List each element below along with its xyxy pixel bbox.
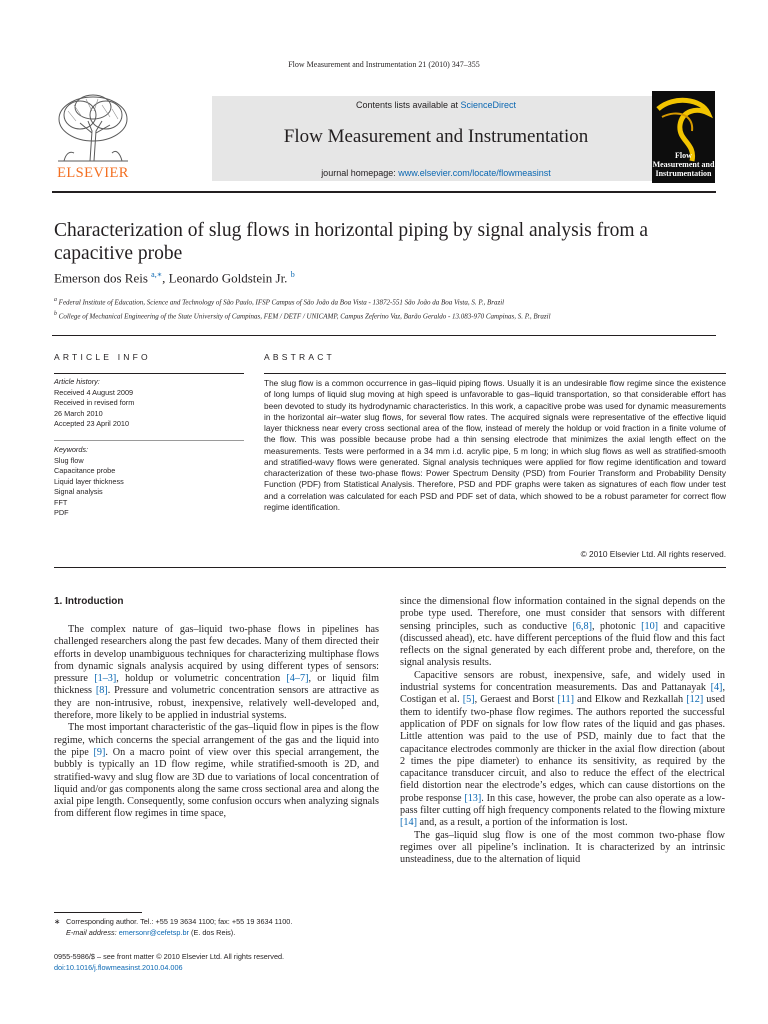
citation-link[interactable]: [6,8] (572, 620, 592, 632)
article-title: Characterization of slug flows in horizontal piping by signal analysis from a capacitive probe (54, 220, 649, 264)
affiliation-mark: a (54, 297, 57, 303)
journal-banner (52, 91, 716, 186)
cover-title: Flow Measurement and Instrumentation (652, 151, 715, 178)
keyword: Capacitance probe (54, 466, 116, 475)
affiliation-mark: b (54, 311, 57, 317)
text-run: Capacitive sensors are robust, inexpensive, safe, and widely used in industrial systems for concentration measurements. Das and Pattanayak (400, 669, 725, 694)
affiliation-text: Federal Institute of Education, Science and Technology of São Paulo, IFSP Campus of São João da Boa Vista - 13872-551 São João da Boa Vista, S. P., Brazil (58, 298, 505, 307)
text-run: , photonic (591, 620, 642, 632)
section-heading: 1. Introduction (54, 596, 124, 607)
text-run: , or liquid film thickness (54, 673, 379, 697)
footnote-rule (54, 912, 142, 913)
text-run: and capacitive (discussed ahead), etc. have different perceptions of the fluid flow and this fact reflects on the signal generated by each different probe and, therefore, on the signal analysis results. (400, 620, 725, 669)
text-run: The gas–liquid slug flow is one of the most common two-phase flow regimes over all pipeline’s inclination. It is characterized by an intrinsic unsteadiness, due to the alternation of liquid (400, 829, 725, 866)
citation-link[interactable]: [12] (686, 694, 704, 706)
citation-link[interactable]: [10] (641, 620, 659, 632)
front-matter-text: 0955-5986/$ – see front matter © 2010 Elsevier Ltd. All rights reserved. (54, 952, 285, 961)
text-run: used them to identify two-phase flow regimes. The authors reported the successful application of PDF on signals for low flow rates of the liquid and gas phases. Little attention was paid to the use of PSD, mainly due to fact that the capacitance electrodes commonly are thicker in the axial flow direction (about 2 times the pipe diameter) to enhance its sensitivity, as required by the capacitance transducer circuit, and also to reduce the effect of the electrical field distortion near the electrode’s edges, which can cause distortions on the probe response (400, 694, 725, 804)
keyword: Slug flow (54, 455, 84, 465)
text-run: , Geraest and Borst (474, 694, 558, 706)
citation-link[interactable]: [11] (557, 694, 575, 706)
body-column-right (400, 596, 725, 867)
paragraph (54, 722, 379, 820)
author-name: Emerson dos Reis (54, 270, 148, 286)
citation-link[interactable]: [14] (400, 817, 417, 829)
citation-link[interactable]: [4] (710, 682, 723, 694)
affiliation (54, 311, 551, 320)
citation-link[interactable]: [5] (462, 694, 475, 706)
text-run: . In this case, however, the probe can also operate as a low-pass filter cutting off high frequency components related to the flowing mixture (400, 792, 725, 817)
corresponding-author-text: Corresponding author. Tel.: +55 19 3634 1100; fax: +55 19 3634 1100. (66, 917, 293, 926)
keywords-rule (54, 440, 244, 441)
keyword: Signal analysis (54, 487, 103, 496)
text-run: , Costigan et al. (400, 682, 725, 706)
copyright: © 2010 Elsevier Ltd. All rights reserved. (580, 549, 726, 559)
doi-link[interactable]: doi:10.1016/j.flowmeasinst.2010.04.006 (54, 962, 183, 972)
author-name: Leonardo Goldstein Jr. (168, 270, 288, 286)
article-info-rule (54, 373, 244, 374)
corresponding-author-note (54, 917, 384, 928)
header-rule (52, 335, 716, 336)
text-run: . On a macro point of view over this special arrangement, the bubbly is typically an 1D flow regime, while stratified-smooth is 2D, and stratified-wavy and slug flow are 3D due to variations of local concentration of liquid and/or gas components along the same cross sectional area and along the axial pipe length. Consequently, some confusion occurs when analyzing signals from different flow regimes in time space, (54, 746, 379, 820)
author-marks[interactable]: b (290, 270, 295, 279)
paragraph (400, 596, 725, 670)
history-label: Article history: (54, 377, 100, 386)
text-run: The most important characteristic of the gas–liquid flow in pipes is the flow regime, which concerns the special arrangement of the gas and the liquid into the pipe (54, 722, 379, 758)
journal-name: Flow Measurement and Instrumentation (283, 126, 589, 147)
contents-prefix: Contents lists available at (355, 100, 461, 110)
text-run: The complex nature of gas–liquid two-phase flows in pipelines has challenged researchers along the past few decades. Many of them directed their efforts in develop unambiguous techniques for characterizing multiphase flows from dynamic signals analysis acquired by using different types of sensors: pressure (54, 624, 379, 685)
email-suffix: (E. dos Reis). (189, 927, 236, 937)
text-run: and, as a result, a portion of the information is lost. (416, 817, 628, 829)
homepage-line (212, 168, 660, 178)
keyword: PDF (54, 508, 69, 517)
affiliation-text: College of Mechanical Engineering of the State University of Campinas, FEM / DETF / UNICAMP, Campus Zeferino Vaz, Barão Geraldo - 13.083-970 Campinas, S. P., Brazil (58, 312, 551, 321)
email-link[interactable]: emersonr@cefetsp.br (118, 927, 189, 937)
homepage-prefix: journal homepage: (321, 168, 399, 178)
citation-link[interactable]: [1–3] (94, 673, 117, 685)
email-line (54, 928, 384, 939)
author-marks[interactable]: a,∗ (151, 270, 163, 279)
running-head: Flow Measurement and Instrumentation 21 (2010) 347–355 (288, 60, 480, 69)
keyword: FFT (54, 497, 68, 507)
footnote-mark: ∗ (54, 917, 61, 926)
text-run: . Pressure and volumetric concentration sensors are attractive as they are non-intrusive, robust, inexpensive, relatively well-developed and, therefore, more likely to be applied in industrial systems. (54, 685, 379, 722)
abstract-text: The slug flow is a common occurrence in gas–liquid piping flows. Usually it is an undesirable flow regime since the existence of long lumps of liquid slug moving at high speed is unfavorable to gas–liquid transportation, so that considerable effort has been devoted to study its hydrodynamic characteristics. In this work, a capacitive probe was used for dynamic measurements in the horizontal air–water slug flows, for several flow rates. The acquired signals were representative of the effective liquid layer thickness near every cross sectional area of the flow, instead of merely the holdup or void fraction in a finite volume of the flow. This was possible because probe had a thin sensing electrode that minimizes the axial length effect on the measurements. Tests were performed in a 34 mm i.d. acrylic pipe, 5 m long; in which slug flows as well as stratified-smooth and stratified-wavy flows were generated. Signal analysis techniques were applied for flow regime identification and toward characterization of these two-phase flows: Power Spectrum Density (PSD) from Fourier Transform and Probability Density Function (PDF) from Statistical Analysis. Therefore, PSD and PDF graphs were taken as signatures of each flow under test and a correlation was calculated for each PSD and PDF set of data, which showed to be a robust parameter for correct flow regime identification. (264, 378, 726, 512)
abstract-rule (264, 373, 726, 374)
keywords (54, 445, 244, 519)
publisher-wordmark: ELSEVIER (57, 165, 129, 181)
paragraph (400, 830, 725, 867)
paragraph (400, 670, 725, 830)
article-history (54, 377, 244, 430)
citation-link[interactable]: [9] (93, 746, 106, 758)
journal-masthead (212, 96, 660, 181)
front-matter (54, 952, 384, 973)
keyword: Liquid layer thickness (54, 476, 124, 486)
text-run: since the dimensional flow information contained in the signal depends on the probe type used. Therefore, one must consider that sensors with different sensing principles, such as conductive (400, 596, 725, 632)
text-run: , holdup or volumetric concentration (116, 673, 287, 685)
keywords-label: Keywords: (54, 445, 89, 454)
paragraph (54, 624, 379, 722)
history-line: Received 4 August 2009 (54, 387, 134, 397)
history-line: Received in revised form (54, 398, 135, 407)
body-column-left (54, 624, 379, 821)
history-line: Accepted 23 April 2010 (54, 419, 130, 428)
banner-rule (52, 191, 716, 193)
elsevier-tree-logo (52, 91, 134, 179)
journal-cover-image (652, 91, 715, 183)
citation-link[interactable]: [13] (464, 792, 482, 804)
abstract-end-rule (54, 567, 726, 568)
homepage-link[interactable]: www.elsevier.com/locate/flowmeasinst (398, 168, 551, 178)
footnote (54, 917, 384, 938)
email-label: E-mail address: (66, 927, 119, 937)
citation-link[interactable]: [8] (95, 685, 108, 697)
text-run: and Elkow and Rezkallah (574, 694, 687, 706)
citation-link[interactable]: [4–7] (286, 673, 309, 685)
affiliation (54, 297, 504, 306)
author-list: Emerson dos Reis $^{a,∗}$, Leonardo Goldstein Jr. $^b$ (54, 270, 295, 286)
contents-line (212, 100, 660, 110)
history-line: 26 March 2010 (54, 408, 103, 418)
article-info-heading: ARTICLE INFO (54, 352, 151, 362)
sciencedirect-link[interactable]: ScienceDirect (460, 100, 517, 110)
abstract-heading: ABSTRACT (264, 352, 335, 362)
